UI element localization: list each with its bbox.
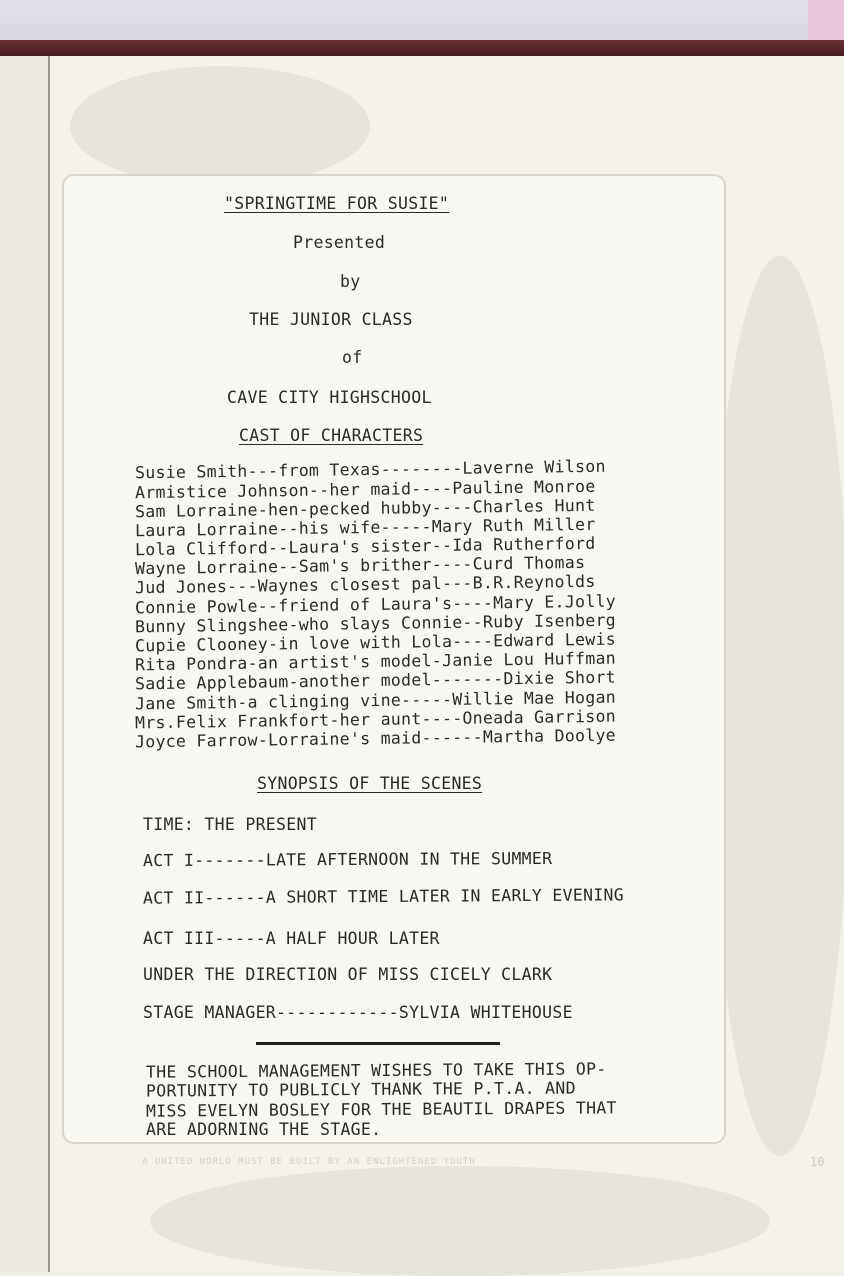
cast-entry: Lola Clifford--Laura's sister--Ida Rutherford: [134, 533, 596, 560]
cast-entry: Susie Smith---from Texas--------Laverne Wilson: [134, 456, 606, 483]
cast-entry: Connie Powle--friend of Laura's----Mary E.Jolly: [134, 591, 617, 618]
watermark-motto: A UNITED WORLD MUST BE BUILT BY AN ENLIGHTENED YOUTH: [142, 1157, 476, 1167]
page-number: 10: [810, 1155, 825, 1169]
act-line: ACT III-----A HALF HOUR LATER: [143, 929, 440, 948]
cast-entry: Mrs.Felix Frankfort-her aunt----Oneada Garrison: [134, 706, 617, 733]
cast-entry: Armistice Johnson--her maid----Pauline Monroe: [134, 476, 596, 503]
cast-heading: CAST OF CHARACTERS: [239, 426, 424, 445]
watermark-illustration: [70, 66, 370, 186]
of-line: of: [342, 348, 363, 367]
cast-entry: Rita Pondra-an artist's model-Janie Lou Huffman: [134, 648, 617, 675]
divider-rule: [256, 1042, 500, 1045]
cast-entry: Cupie Clooney-in love with Lola----Edward Lewis: [134, 629, 617, 656]
pink-edge: [808, 0, 844, 44]
time-line: TIME: THE PRESENT: [143, 815, 317, 834]
thanks-line: MISS EVELYN BOSLEY FOR THE BEAUTIL DRAPES THAT: [145, 1098, 617, 1121]
cast-entry: Joyce Farrow-Lorraine's maid------Martha Doolye: [134, 725, 617, 752]
synopsis-heading: SYNOPSIS OF THE SCENES: [257, 774, 483, 793]
cast-entry: Jud Jones---Waynes closest pal---B.R.Reynolds: [134, 571, 596, 598]
school-line: CAVE CITY HIGHSCHOOL: [227, 388, 432, 407]
facing-page-edge: [0, 56, 50, 1272]
act-line: ACT II------A SHORT TIME LATER IN EARLY EVENING: [142, 885, 625, 908]
thanks-line: THE SCHOOL MANAGEMENT WISHES TO TAKE THIS OP-: [145, 1059, 607, 1082]
stage-manager-line: STAGE MANAGER------------SYLVIA WHITEHOUSE: [143, 1003, 573, 1022]
presented-line: Presented: [293, 233, 386, 252]
play-title: "SPRINGTIME FOR SUSIE": [224, 194, 450, 213]
by-line: by: [340, 272, 361, 291]
cast-entry: Bunny Slingshee-who slays Connie--Ruby Isenberg: [134, 610, 617, 637]
background-top-strip: [0, 0, 844, 44]
direction-line: UNDER THE DIRECTION OF MISS CICELY CLARK: [143, 965, 553, 984]
cast-entry: Sam Lorraine-hen-pecked hubby----Charles Hunt: [134, 495, 596, 522]
watermark-illustration: [150, 1166, 770, 1276]
class-line: THE JUNIOR CLASS: [249, 310, 413, 329]
watermark-illustration: [710, 256, 844, 1156]
cast-entry: Laura Lorraine--his wife-----Mary Ruth Miller: [134, 514, 596, 541]
cast-entry: Jane Smith-a clinging vine-----Willie Mae Hogan: [134, 687, 617, 714]
act-line: ACT I-------LATE AFTERNOON IN THE SUMMER: [142, 848, 553, 871]
thanks-line: PORTUNITY TO PUBLICLY THANK THE P.T.A. AND: [145, 1078, 576, 1101]
thanks-line: ARE ADORNING THE STAGE.: [146, 1120, 382, 1139]
cast-entry: Sadie Applebaum-another model-------Dixie Short: [134, 667, 617, 694]
cast-entry: Wayne Lorraine--Sam's brither----Curd Thomas: [134, 552, 586, 579]
